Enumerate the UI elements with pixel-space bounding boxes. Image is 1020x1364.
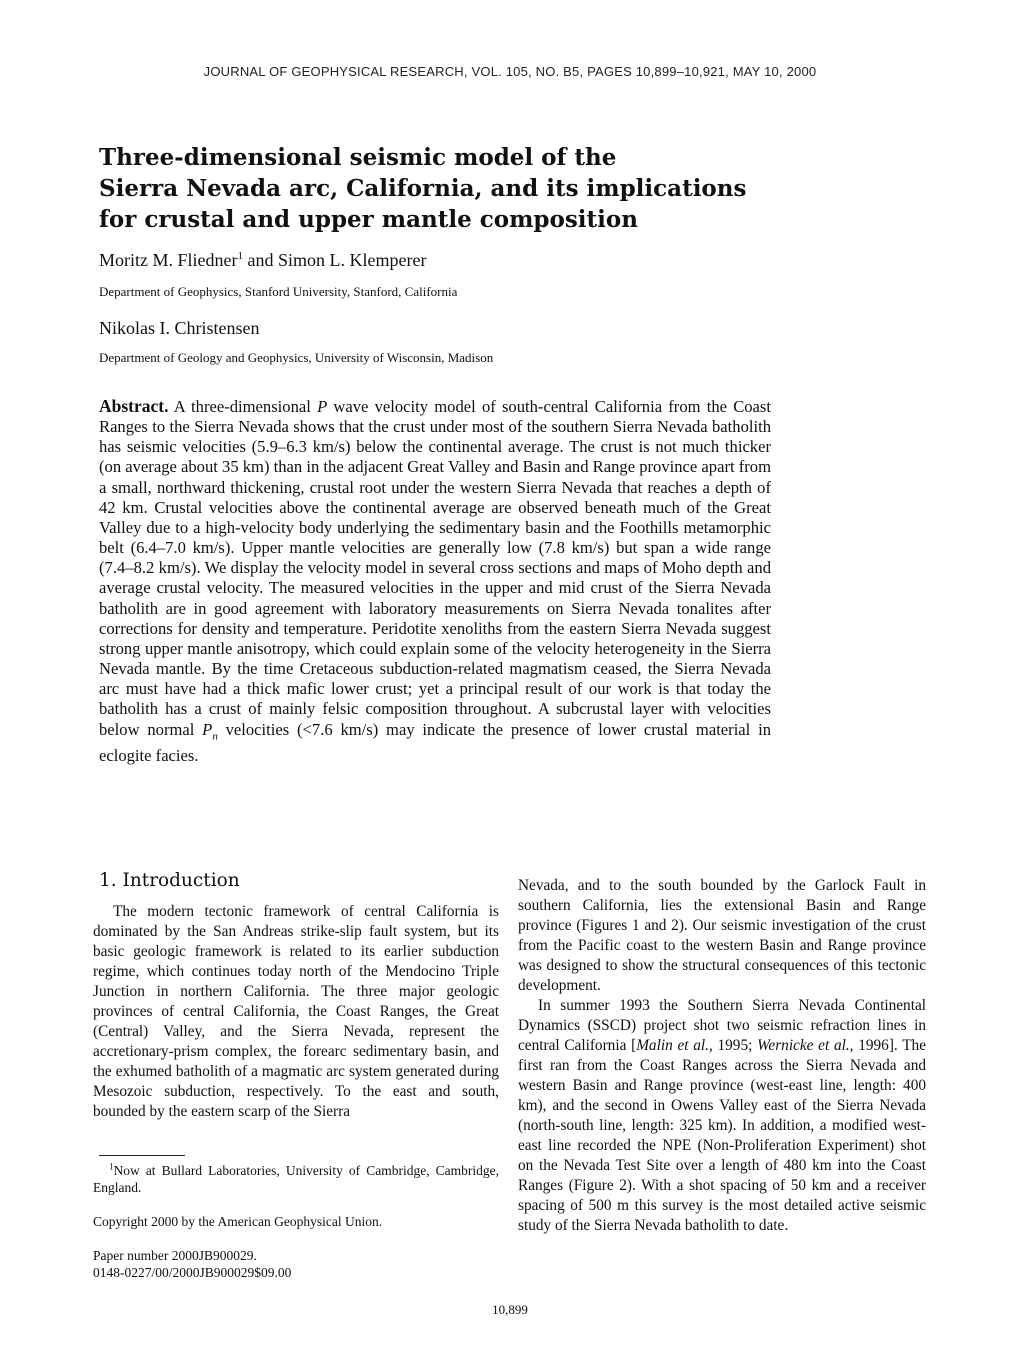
abstract-p-wave: P xyxy=(317,397,328,416)
footnote-divider xyxy=(99,1155,185,1156)
abstract-text-3: velocities (<7.6 km/s) may indicate the presence of lower crustal material in eclogite facies. xyxy=(99,719,771,765)
intro-right-column xyxy=(518,876,926,1236)
paper-code: 0148-0227/00/2000JB900029$09.00 xyxy=(93,1265,292,1280)
title-line-1: Three-dimensional seismic model of the xyxy=(99,144,617,171)
sscd-text-c: 1996]. The first ran from the Coast Ranges across the Sierra Nevada and western Basin and Range province (west-east line, length: 400 km), and the second in Owens Valley east of the Sierra Nevada (north-south line, length: 325 km). In addition, a modified west-east line recorded the NPE (Non-Proliferation Experiment) shot on the Nevada Test Site over a length of 480 km into the Coast Ranges (Figure 2). With a shot spacing of 50 km and a receiver spacing of 500 m this survey is the most detailed active seismic study of the Sierra Nevada batholith to date. xyxy=(518,1037,926,1234)
footnote-affiliation-text: Now at Bullard Laboratories, University of Cambridge, Cambridge, England. xyxy=(93,1163,499,1195)
paper-title xyxy=(99,142,899,235)
citation-wernicke: Wernicke et al., xyxy=(757,1037,854,1054)
intro-left-column: The modern tectonic framework of central California is dominated by the San Andreas strike-slip fault system, but its basic geologic framework is related to its earlier subduction regime, which continues today north of the Mendocino Triple Junction in northern California. The three major geologic provinces of central California, the Coast Ranges, the Great (Central) Valley, and the Sierra Nevada, represent the accretionary-prism complex, the forearc sedimentary basin, and the exhumed batholith of a magmatic arc system generated during Mesozoic subduction, respectively. To the east and south, bounded by the eastern scarp of the Sierra xyxy=(93,903,499,1120)
footnote-affiliation xyxy=(93,1162,499,1196)
sscd-text-a: In summer 1993 the Southern Sierra Nevada Continental Dynamics (SSCD) project shot two seismic refraction lines in central California [ xyxy=(518,997,926,1054)
author-klemperer: Simon L. Klemperer xyxy=(277,250,427,270)
author-line-1 xyxy=(99,250,426,271)
page-number: 10,899 xyxy=(492,1302,528,1317)
abstract-pn xyxy=(202,719,218,742)
intro-paragraph-continued: Nevada, and to the south bounded by the Garlock Fault in southern California, lies the extensional Basin and Range province (Figures 1 and 2). Our seismic investigation of the crust from the Pacific coast to the western Basin and Range province was designed to show the structural consequences of this tectonic development. xyxy=(518,877,926,994)
running-head: JOURNAL OF GEOPHYSICAL RESEARCH, VOL. 105, NO. B5, PAGES 10,899–10,921, MAY 10, 2000 xyxy=(203,64,817,79)
affiliation-wisconsin: Department of Geology and Geophysics, University of Wisconsin, Madison xyxy=(99,350,494,365)
paper-number: Paper number 2000JB900029. xyxy=(93,1248,257,1263)
sscd-text-b: 1995; xyxy=(712,1037,758,1054)
abstract-text-2: wave velocity model of south-central California from the Coast Ranges to the Sierra Nevada shows that the crust under most of the southern Sierra Nevada batholith has seismic velocities (5.9–6.3 km/s) below the continental average. The crust is not much thicker (on average about 35 km) than in the adjacent Great Valley and Basin and Range province apart from a small, northward thickening, crustal root under the western Sierra Nevada that reaches a depth of 42 km. Crustal velocities above the continental average are observed beneath much of the Great Valley due to a high-velocity body underlying the sedimentary basin and the Foothills metamorphic belt (6.4–7.0 km/s). Upper mantle velocities are generally low (7.8 km/s) but span a wide range (7.4–8.2 km/s). We display the velocity model in several cross sections and maps of Moho depth and average crustal velocity. The measured velocities in the upper and mid crust of the Sierra Nevada batholith are in good agreement with laboratory measurements on Sierra Nevada tonalites after corrections for density and temperature. Peridotite xenoliths from the eastern Sierra Nevada suggest strong upper mantle anisotropy, which could explain some of the velocity heterogeneity in the Sierra Nevada mantle. By the time Cretaceous subduction-related magmatism ceased, the Sierra Nevada arc must have had a thick mafic lower crust; yet a principal result of our work is that today the batholith has a crust of mainly felsic composition throughout. A subcrustal layer with velocities below normal xyxy=(99,397,771,739)
intro-paragraph-sscd xyxy=(518,996,926,1236)
title-line-2: Sierra Nevada arc, California, and its implications xyxy=(99,175,747,202)
abstract-label: Abstract. xyxy=(99,396,169,416)
author-footnote-marker: 1 xyxy=(237,250,243,262)
abstract-pn-subscript: n xyxy=(212,729,218,742)
abstract-text-1: A three-dimensional xyxy=(168,397,318,416)
author-fliedner: Moritz M. Fliedner xyxy=(99,250,238,270)
author-connector: and xyxy=(242,250,278,270)
copyright-notice: Copyright 2000 by the American Geophysical Union. xyxy=(93,1214,383,1229)
title-line-3: for crustal and upper mantle composition xyxy=(99,206,638,233)
author-christensen: Nikolas I. Christensen xyxy=(99,318,260,338)
footnote-marker: 1 xyxy=(109,1161,114,1172)
abstract-pn-letter: P xyxy=(202,719,213,739)
section-heading-introduction: 1. Introduction xyxy=(99,870,240,891)
citation-malin: Malin et al., xyxy=(636,1037,713,1054)
abstract xyxy=(99,396,771,766)
affiliation-stanford: Department of Geophysics, Stanford University, Stanford, California xyxy=(99,284,458,299)
